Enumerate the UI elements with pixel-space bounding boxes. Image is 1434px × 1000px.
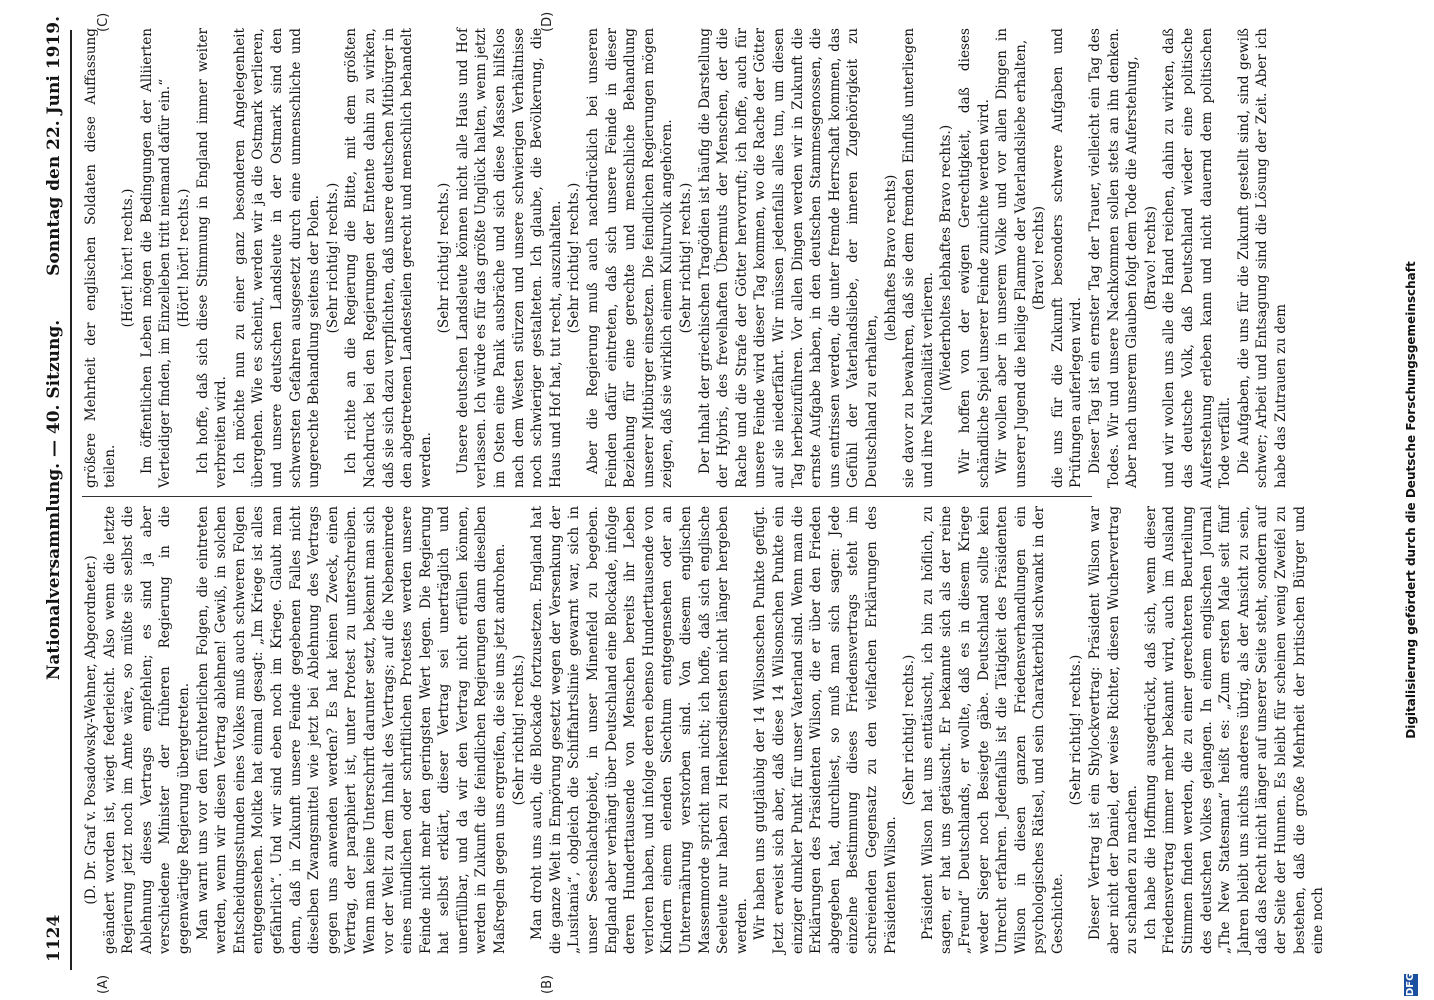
paragraph: Der Inhalt der griechischen Tragödien ist häufig die Darstellung der Hybris, des frevelhaften Übermuts der Menschen, der die Rache und die Strafe der Götter hervorruft; ich hoffe, auch für unsere Feinde wird dieser Tag kommen, wo die Rache der Götter auf sie niederfährt. Wir müssen jedenfalls alles tun, um diesen Tag herbeizuführen. Vor allen Dingen werden wir in Zukunft die ernste Aufgabe haben, in den deutschen Stammesgenossen, die uns entrissen werden, die unter fremde Herrschaft kommen, das Gefühl der Vaterlandsliebe, der inneren Zugehörigkeit zu Deutschland zu erhalten, [696, 28, 880, 488]
margin-mark-b: (B) [540, 974, 555, 994]
paragraph: geändert worden ist, wiegt federleicht. Also wenn die letzte Regierung jetzt noch im Amte wäre, so müßte sie selbst die Ablehnung dieses Vertrags empfehlen; es sind ja aber verschiedene Minister der früheren Regierung in die gegenwärtige Regierung übergetreten. [101, 506, 192, 954]
interjection: (Sehr richtig! rechts.) [510, 654, 527, 806]
paragraph: Wir wollen aber in unserem Volke und vor allen Dingen in unserer Jugend die heilige Flamme der Vaterlandsliebe erhalten, [994, 28, 1029, 488]
speaker-line: (D. Dr. Graf v. Posadowsky-Wehner, Abgeordneter.) [83, 555, 99, 905]
paragraph: Ich habe die Hoffnung ausgedrückt, daß sich, wenn dieser Friedensvertrag immer mehr bekannt wird, auch im Ausland Stimmen finden werden, die zu einer gerechteren Beurteilung des deutschen Volkes gelangen. In einem englischen Journal „The New Statesman“ heißt es: „Zum ersten Male seit fünf Jahren bleibt uns nichts anderes übrig, als der Ansicht zu sein, daß das Recht nicht länger auf unserer Seite steht, sondern auf der Seite der Hunnen. Es bleibt für scheinen wenig Zweifel zu bestehen, daß die große Mehrheit der britischen Bürger und eine noch [1142, 506, 1327, 954]
interjection: (Bravo! rechts) [1142, 205, 1159, 311]
margin-mark-a: (A) [96, 974, 111, 994]
margin-mark-d: (D) [540, 11, 555, 32]
interjection: (Wiederholtes lebhaftes Bravo rechts.) [938, 124, 955, 392]
paragraph: Die Aufgaben, die uns für die Zukunft gestellt sind, sind gewiß schwer; Arbeit und Entsagung sind die Lösung der Zeit. Aber ich habe das Zutrauen zu dem [1235, 28, 1289, 488]
interjection: (Sehr richtig! rechts.) [566, 182, 583, 334]
paragraph: Wir haben uns gutgläubig der 14 Wilsonschen Punkte gefügt. Jetzt erweist sich aber, daß diese 14 Wilsonschen Punkte ein einziger dunkler Punkt für unser Vaterland sind. Wenn man die Erklärungen des Präsidenten Wilson, die er über den Frieden abgegeben hat, durchliest, so muß man sich sagen: Jede einzelne Bestimmung dieses Friedensvertrags steht im schreienden Gegensatz zu den vielfachen Erklärungen des Präsidenten Wilson. [752, 506, 899, 954]
paragraph: Ich hoffe, daß sich diese Stimmung in England immer weiter verbreiten wird. [194, 28, 230, 488]
interjection: (Bravo! rechts) [1031, 205, 1048, 311]
paragraph: Man droht uns auch, die Blockade fortzusetzen. England hat die ganze Welt in Empörung gesetzt wegen der Versenkung der „Lusitania“, obgleich die Schiffahrtslinie gewarnt war, sich in unser Seeschlachtgebiet, in unser Minenfeld zu begeben. England aber verhängt über Deutschland eine Blockade, infolge deren Hunderttausende von Menschen bereits ihr Leben verloren haben, und infolge deren ebenso Hunderttausende von Kindern einem elenden Siechtum entgegensehen oder an Unterernährung verstorben sind. Von diesem englischen Massenmorde spricht man nicht; ich hoffe, daß sich englische Seeleute nur haben zu Henkersdiensten nicht länger hergeben werden. [529, 506, 750, 954]
interjection: (Hört! hört! rechts.) [175, 188, 192, 328]
paragraph: sie davor zu bewahren, daß sie dem fremden Einfluß unterliegen und ihre Nationalität verlieren. [901, 28, 936, 488]
interjection: (Sehr richtig! rechts.) [901, 654, 918, 806]
paragraph: Ich richte an die Regierung die Bitte, mit dem größten Nachdruck bei den Regierungen der Entente dahin zu wirken, daß sie sich dazu verpflichten, daß unsere deutschen Mitbürger in den abgetretenen Landesteilen gerecht und menschlich behandelt werden. [343, 28, 434, 488]
interjection: (Sehr richtig! rechts.) [678, 182, 694, 334]
paragraph: und wir wollen uns alle die Hand reichen, dahin zu wirken, daß das deutsche Volk, daß Deutschland wieder eine politische Auferstehung erleben kann und nicht dauernd dem politischen Tode verfällt. [1161, 28, 1234, 488]
header-rule [70, 30, 72, 970]
left-column [82, 506, 1327, 954]
interjection: (Sehr richtig! rechts.) [324, 182, 341, 334]
dfg-logo-icon: DFG [1405, 972, 1416, 996]
paragraph: Präsident Wilson hat uns enttäuscht, ich bin zu höflich, zu sagen, er hat uns getäuscht. Er bekannte sich als der reine „Freund“ Deutschlands, er wollte, daß es in diesem Kriege weder Sieger noch Besiegte gäbe. Deutschland sollte kein Unrecht erfahren. Jedenfalls ist die Tätigkeit des Präsidenten Wilson in diesen ganzen Friedensverhandlungen ein psychologisches Rätsel, und sein Charakterbild schwankt in der Geschichte. [919, 506, 1066, 954]
interjection: (Sehr richtig! rechts.) [436, 182, 453, 334]
paragraph: Dieser Tag ist ein ernster Tag der Trauer, vielleicht ein Tag des Todes. Wir und unsere Nachkommen sollen stets an ihn denken. Aber nach unserem Glauben folgt dem Tode die Auferstehung, [1087, 28, 1141, 488]
interjection: (lebhaftes Bravo rechts) [882, 174, 899, 342]
paragraph: Man warnt uns vor den fürchterlichen Folgen, die eintreten werden, wenn wir diesen Vertrag ablehnen! Gewiß, in solchen Entscheidungsstunden eines Volkes muß auch schweren Folgen entgegensehen. Moltke hat einmal gesagt: „Im Kriege ist alles gefährlich“. Und wir sind eben noch im Kriege. Glaubt man denn, daß in Zukunft unsere Feinde gegebenen Falles nicht dieselben Zwangsmittel wie jetzt bei Ablehnung des Vertrags gegen uns anwenden werden? Es hat keinen Zweck, einen Vertrag, der paraphiert ist, unter Protest zu unterschreiben. Wenn man keine Unterschrift darunter setzt, bekennt man sich vor der Welt zu dem Inhalt des Vertrags; auf die Nebeneinrede eines mündlichen oder schriftlichen Protestes werden unsere Feinde nicht mehr den geringsten Wert legen. Die Regierung hat selbst erklärt, dieser Vertrag sei unerträglich und unerfüllbar, und da wir den Vertrag nicht erfüllen können, werden in Zukunft die feindlichen Regierungen dann dieselben Maßregeln gegen uns ergreifen, die sie uns jetzt androhen. [194, 506, 509, 954]
margin-mark-c: (C) [96, 12, 111, 32]
column-divider [82, 496, 1092, 497]
interjection: (Hört! hört! rechts.) [120, 188, 137, 328]
digitization-credit: Digitalisierung gefördert durch die Deutsche Forschungsgemeinschaft [1404, 261, 1418, 739]
session-date: Sonntag den 22. Juni 1919. [44, 16, 64, 276]
paragraph: Ich möchte nun zu einer ganz besonderen Angelegenheit übergehen. Wie es scheint, werden wir ja die Ostmark verlieren, und unsere deutschen Landsleute in der Ostmark sind den schwersten Gefahren ausgesetzt durch eine unmenschliche und ungerechte Behandlung seitens der Polen. [231, 28, 323, 488]
paragraph: die uns für die Zukunft besonders schwere Aufgaben und Prüfungen auferlegen wird. [1049, 28, 1085, 488]
paragraph: Aber die Regierung muß auch nachdrücklich bei unseren Feinden dafür eintreten, daß sich unsere Feinde in dieser Beziehung für eine gerechte und menschliche Behandlung unserer Mitbürger einsetzen. Die feindlichen Regierungen mögen zeigen, daß sie wirklich einem Kulturvolk angehören. [585, 28, 676, 488]
session-title: Nationalversammlung. — 40. Sitzung. [44, 319, 64, 681]
paragraph: Im öffentlichen Leben mögen die Bedingungen der Alliierten Verteidiger finden, im Einzelleben tritt niemand dafür ein.“ [138, 28, 174, 488]
paragraph: Unsere deutschen Landsleute können nicht alle Haus und Hof verlassen. Ich würde es für das größte Unglück halten, wenn jetzt im Osten eine Panik ausbräche und sich diese Massen hilfslos nach dem Westen stürzen und unsere schwierigen Verhältnisse noch schwieriger gestalteten. Ich glaube, die Bevölkerung, die Haus und Hof hat, tut recht, auszuhalten. [454, 28, 564, 488]
page-number: 1124 [44, 914, 64, 962]
interjection: (Sehr richtig! rechts.) [1068, 654, 1085, 806]
right-column [82, 28, 1289, 488]
paragraph: Dieser Vertrag ist ein Shylockvertrag: Präsident Wilson war aber nicht der Daniel, der weise Richter, diesen Wuchervertrag zu schanden zu machen. [1087, 506, 1141, 954]
paragraph: größere Mehrheit der englischen Soldaten diese Auffassung teilen. [83, 28, 118, 488]
paragraph: Wir hoffen von der ewigen Gerechtigkeit, daß dieses schändliche Spiel unserer Feinde zunichte werden wird. [956, 28, 992, 488]
page-header [42, 0, 72, 1000]
